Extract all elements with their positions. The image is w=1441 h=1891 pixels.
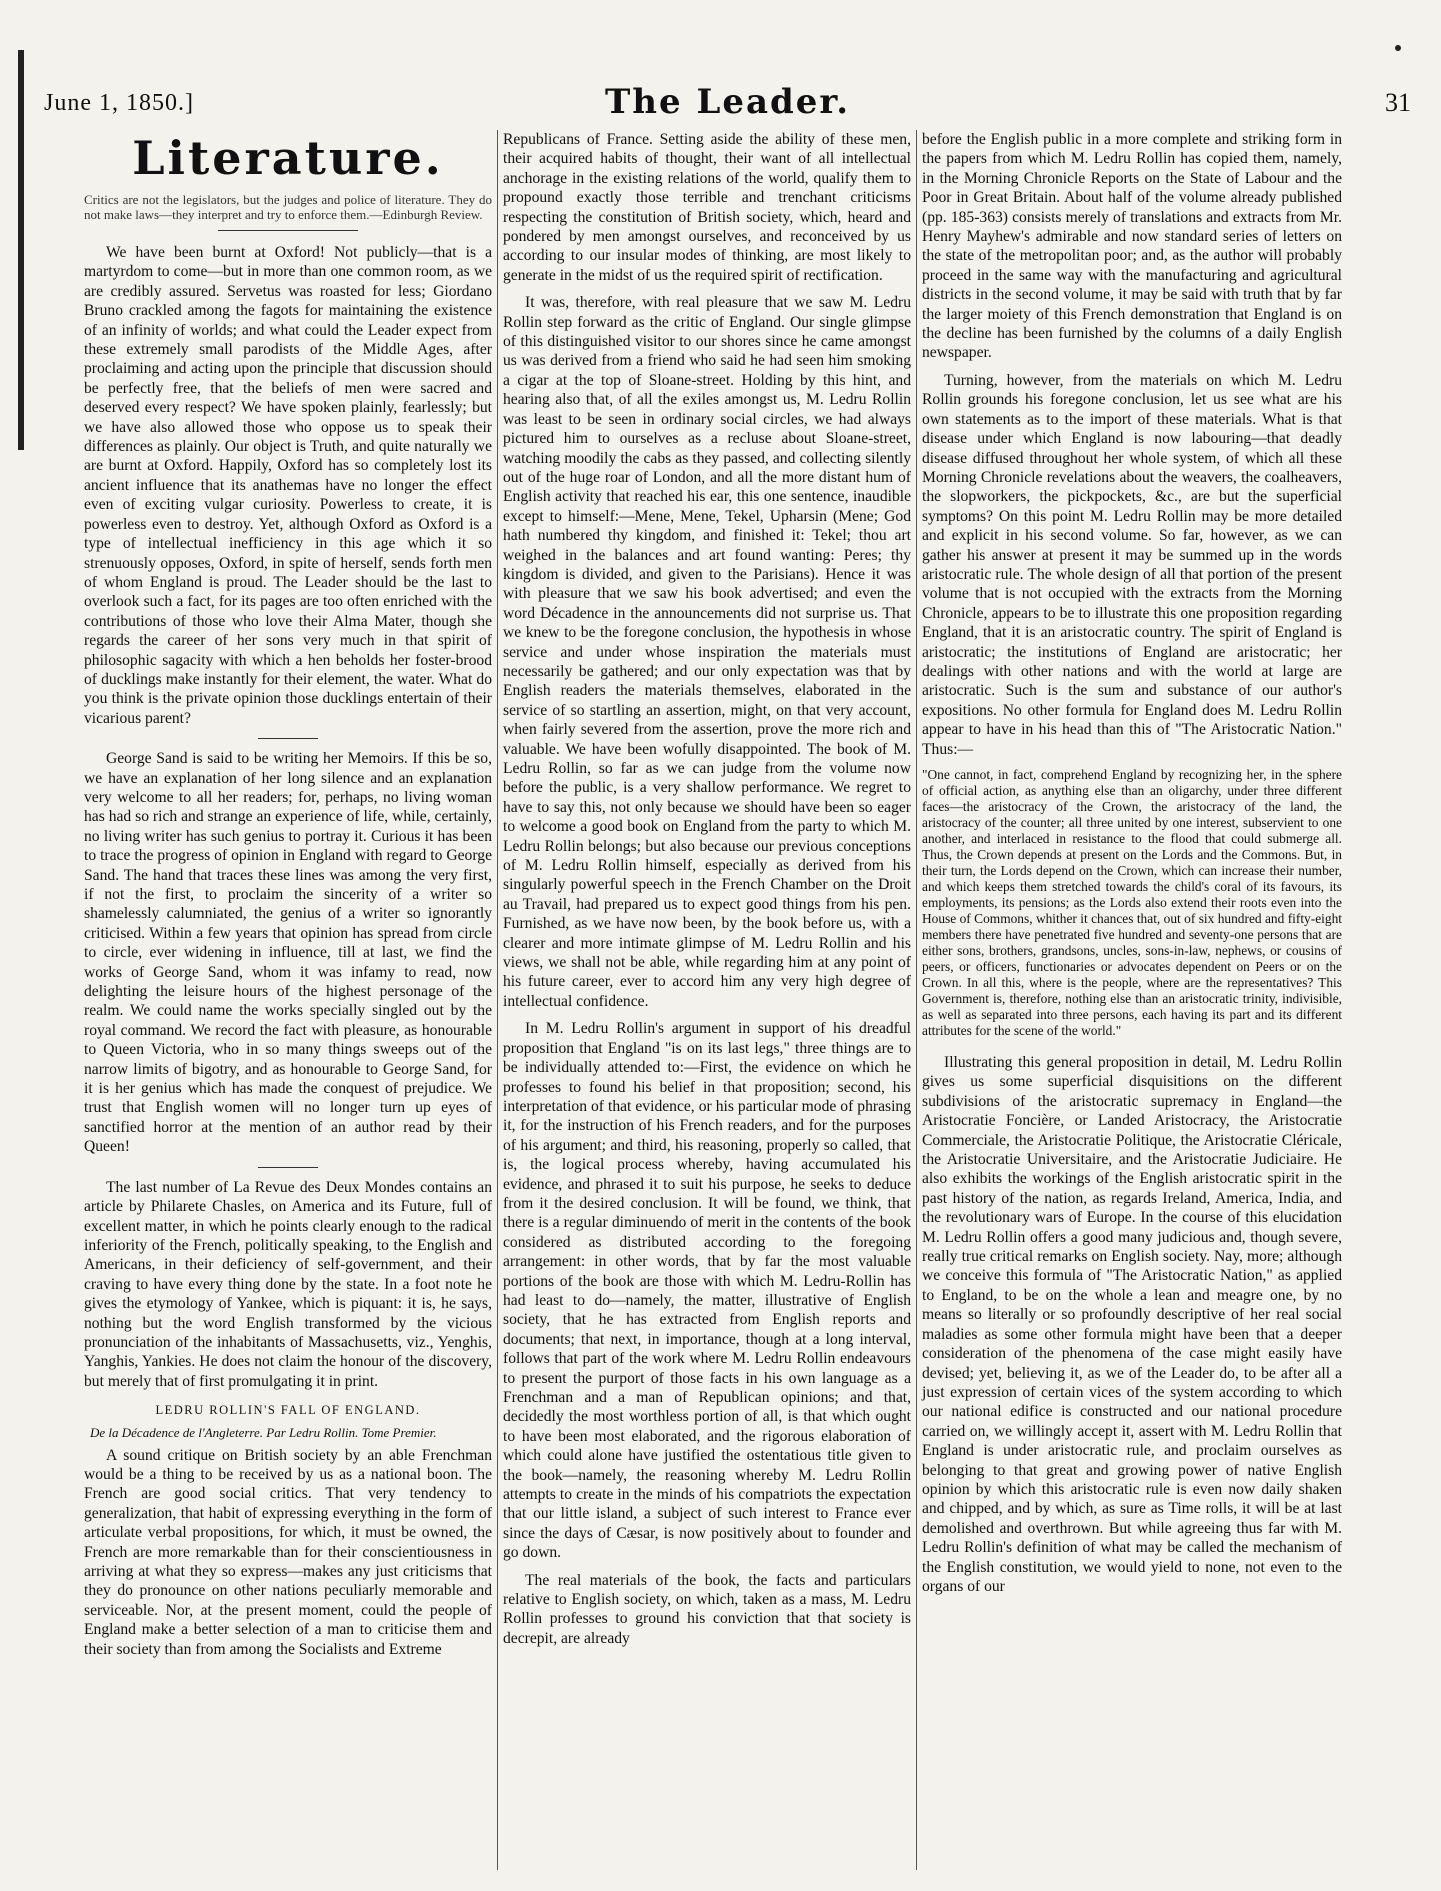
- column-2: [503, 130, 911, 1656]
- newspaper-title: The Leader.: [604, 82, 851, 122]
- paragraph: It was, therefore, with real pleasure that we saw M. Ledru Rollin step forward as the critic of England. Our single glimpse of this distinguished visitor to our shores since he came amongst us was derived from a friend who said he had seen him smoking a cigar at the top of Sloane-street. Holding by this hint, and hearing also that, of all the exiles amongst us, M. Ledru Rollin was least to be seen in ordinary social circles, we had always pictured him to ourselves as a recluse about Sloane-street, watching moodily the cabs as they passed, and collecting silently out of the huge roar of London, and all the more distant hum of English activity that reached his ear, this one sentence, inaudible except to himself:—Mene, Mene, Tekel, Upharsin (Mene; God hath numbered thy kingdom, and finished it: Tekel; thou art weighed in the balances and art found wanting: Peres; thy kingdom is divided, and given to the Parisians). Hence it was with pleasure that we saw his book advertised; and even the word Décadence in the announcements did not surprise us. That we knew to be the foregone conclusion, the hypothesis in whose service and under whose inspiration the materials must necessarily be gathered; and our only expectation was that by English readers the materials themselves, elaborated in the service of so startling an assertion, might, on that very account, when fairly severed from the assertion, prove the more rich and valuable. We have been wofully disappointed. The book of M. Ledru Rollin, so far as we can judge from the volume now before the public, is a very shallow performance. We regret to have to say this, not only because we should have been so eager to welcome a good book on England from the party to which M. Ledru Rollin belongs; but also because our previous conceptions of M. Ledru Rollin himself, especially as derived from his singularly powerful speech in the French Chamber on the Droit au Travail, had prepared us to expect good things from his pen. Furnished, as we have now been, by the book before us, with a clearer and more intimate glimpse of M. Ledru Rollin and his views, we shall not be able, while regarding him at any point of his future career, ever to accord him any very high degree of intellectual confidence.: [503, 294, 911, 1010]
- review-heading: LEDRU ROLLIN'S FALL OF ENGLAND.: [155, 1403, 421, 1418]
- paragraph: The real materials of the book, the facts and particulars relative to English society, on which, taken as a mass, M. Ledru Rollin professes to ground his conviction that that society is decrepit, are already: [503, 1571, 911, 1647]
- paragraph: Turning, however, from the materials on which M. Ledru Rollin grounds his foregone conclusion, let us see what are his own statements as to the import of these materials. What is that disease under which England is now labouring—that deadly disease diffused throughout her whole system, of which all these Morning Chronicle revelations about the weavers, the coalheavers, the slopworkers, the pickpockets, &c., are but the superficial symptoms? On this point M. Ledru Rollin may be more detailed and explicit in his second volume. So far, however, as we can gather his answer at present it may be summed up in the words aristocratic rule. The whole design of all that portion of the present volume that is not occupied with the extracts from the Morning Chronicle, appears to be to illustrate this one proposition regarding England, that it is an aristocratic country. The spirit of England is aristocratic; the institutions of England are aristocratic; her dealings with other nations and with the world at large are aristocratic. Such is the sum and substance of our author's expositions. No other formula for England does M. Ledru Rollin appear to have in his head than this of "The Aristocratic Nation." Thus:—: [922, 371, 1342, 758]
- paragraph: A sound critique on British society by an able Frenchman would be a thing to be received by us as a national boon. The French are good social critics. That very tendency to generalization, that habit of expressing everything in the form of articulate verbal propositions, for which, it must be owned, the French are more remarkable than for their conscientiousness in arriving at what they so express—makes any just criticisms that they do pronounce on other nations peculiarly memorable and serviceable. Nor, at the present moment, could the people of England make a better selection of a man to criticise them and their society than from among the Socialists and Extreme: [84, 1446, 492, 1658]
- paragraph: George Sand is said to be writing her Memoirs. If this be so, we have an explanation of her long silence and an explanation very welcome to all her readers; for, perhaps, no living woman has had so rich and strange an experience of life, while, certainly, no living writer has such genius to portray it. Curious it has been to trace the progress of opinion in England with regard to George Sand. The hand that traces these lines was among the very first, if not the first, to proclaim the sincerity of a writer so shamelessly calumniated, the genius of a writer so ignorantly criticised. Within a few years that opinion has spread from circle to circle, ever widening in influence, till at last, we find the works of George Sand, whom it was infamy to read, now delighting the leisure hours of the highest personage of the realm. We could name the works specially singled out by the royal command. We record the fact with pleasure, as honourable to Queen Victoria, who in so many things sweeps out of the narrow limits of bigotry, and as honourable to George Sand, for it is her genius which has made the conquest of prejudice. We trust that English women will no longer turn up eyes of sanctified horror at the mention of an author read by their Queen!: [84, 750, 492, 1156]
- divider: [218, 230, 358, 231]
- block-quote: "One cannot, in fact, comprehend England by recognizing her, in the sphere of official action, as anything else than an oligarchy, under three different faces—the aristocracy of the Crown, the aristocracy of the land, the aristocracy of the counter; all three united by one interest, subservient to one another, and interlaced in resistance to the flood that could submerge all. Thus, the Crown depends at present on the Lords and the Commons. But, in their turn, the Lords depend on the Crown, which can increase their number, and which keeps them stretched towards the child's coral of its favours, its employments, its pensions; as the Lords also extend their roots even into the House of Commons, whither it chances that, out of six hundred and fifty-eight members there have penetrated five hundred and seventy-one persons that are either sons, brothers, grandsons, uncles, sons-in-law, nephews, or cousins of peers, or officers, functionaries or advocates dependent on Peers or on the Crown. In all this, where is the people, where are the representatives? This Government is, therefore, nothing else than an aristocratic trinity, indivisible, as well as separated into three persons, each having its part and its different attributes for the scene of the world.": [922, 767, 1342, 1038]
- divider: [258, 738, 318, 739]
- column-3: [922, 130, 1342, 1604]
- paragraph: before the English public in a more complete and striking form in the papers from which M. Ledru Rollin has copied them, namely, in the Morning Chronicle Reports on the State of Labour and the Poor in Great Britain. About half of the volume already published (pp. 185-363) consists merely of translations and extracts from Mr. Henry Mayhew's admirable and now standard series of letters on the state of the metropolitan poor; and, as the author will probably proceed in the same way with the manufacturing and agricultural districts in the second volume, it may be said with truth that by far the larger moiety of this French demonstration that England is on the decline has been furnished by the columns of a daily English newspaper.: [922, 131, 1342, 362]
- paragraph: Republicans of France. Setting aside the ability of these men, their acquired habits of thought, their want of all intellectual anchorage in the existing relations of the world, qualify them to propound exactly those terrible and trenchant criticisms respecting the constitution of British society, which, heard and pondered by men amongst ourselves, and reconceived by us according to our insular modes of thinking, are most likely to generate in the midst of us the required spirit of rectification.: [503, 131, 911, 284]
- review-source: De la Décadence de l'Angleterre. Par Ledru Rollin. Tome Premier.: [90, 1424, 437, 1440]
- section-motto: Critics are not the legislators, but the judges and police of literature. They do not make laws—they interpret and try to enforce them.—Edinburgh Review.: [84, 192, 492, 222]
- column-divider: [916, 130, 917, 1870]
- paragraph: Illustrating this general proposition in detail, M. Ledru Rollin gives us some superficial disquisitions on the different subdivisions of the aristocratic supremacy in England—the Aristocratie Foncière, or Landed Aristocracy, the Aristocratie Commerciale, the Aristocratie Politique, the Aristocratie Cléricale, the Aristocratie Universitaire, and the Aristocratie Judiciaire. He also exhibits the workings of the English aristocratic spirit in the past history of the nation, as regards Ireland, America, India, and the revolutionary wars of Europe. In the course of this elucidation M. Ledru Rollin offers a good many judicious and, though severe, really true critical remarks on English society. Nay, more; although we conceive this formula of "The Aristocratic Nation," as applied to England, to be on the whole a lean and meagre one, by no means so literally or so profoundly descriptive of her real social maladies as some other formula might have been that a deeper consideration of the phenomena of the case might easily have devised; yet, believing it, as we of the Leader do, to be after all a just expression of certain vices of the system according to which our national edifice is constructed and our national procedure carried on, we willingly accept it, assert with M. Ledru Rollin that England is under aristocratic rule, and proclaim ourselves as belonging to that great and growing power of native English opinion by which this aristocratic rule is even now daily shaken and chipped, and by which, as sure as Time rolls, it will be at last demolished and overthrown. But while agreeing thus far with M. Ledru Rollin's definition of what may be called the mechanism of the English constitution, we would yield to none, not even to the organs of our: [922, 1054, 1342, 1595]
- paragraph: The last number of La Revue des Deux Mondes contains an article by Philarete Chasles, on America and its Future, full of excellent matter, in which he points clearly enough to the radical inferiority of the French, politically speaking, to the English and Americans, in their deficiency of self-government, and their craving to have every thing done by the state. In a foot note he gives the etymology of Yankee, which is piquant: it is, he says, nothing but the word English transformed by the vicious pronunciation of the inhabitants of Massachusetts, viz., Yenghis, Yanghis, Yankies. He does not claim the honour of the discovery, but merely that of first promulgating it in print.: [84, 1178, 492, 1390]
- margin-rule: [18, 50, 24, 450]
- paragraph: In M. Ledru Rollin's argument in support of his dreadful proposition that England "is on its last legs," three things are to be individually attended to:—First, the evidence on which he professes to found his belief in that proposition; second, his interpretation of that evidence, or his particular mode of phrasing it, for the instruction of his French readers, and for the purposes of his argument; and third, his reasoning, properly so called, that is, the logical process whereby, having accumulated his evidence, and phrased it to suit his purpose, he seeks to deduce from it the desired conclusion. It will be found, we think, that there is a regular diminuendo of merit in the contents of the book considered as distributed according to the foregoing arrangement: in other words, that by far the most valuable portions of the book are those with which M. Ledru-Rollin has had least to do—namely, the matter, illustrative of English society, that he has extracted from English reports and documents; that next, in importance, though at a long interval, follows that part of the work where M. Ledru Rollin endeavours to present the purport of those facts in his own language as a Frenchman and a man of Republican opinions; and that, decidedly the most worthless portion of all, is that which ought to have been most elaborated, and the rigorous elaboration of which could alone have justified the ostentatious title given to the book—namely, the reasoning whereby M. Ledru Rollin attempts to create in the minds of his compatriots the expectation that our little island, a subject of such interest to France ever since the days of Cæsar, is now positively about to founder and go down.: [503, 1020, 911, 1562]
- divider: [258, 1167, 318, 1168]
- column-1: [84, 130, 492, 1667]
- ink-dot: [1395, 45, 1401, 51]
- running-head: [44, 82, 1411, 122]
- page-number: 31: [1385, 88, 1411, 117]
- section-title: Literature.: [132, 131, 444, 185]
- issue-date: June 1, 1850.]: [44, 90, 194, 116]
- column-divider: [497, 130, 498, 1870]
- paragraph: We have been burnt at Oxford! Not publicly—that is a martyrdom to come—but in more than one common room, as we are credibly assured. Servetus was roasted for less; Giordano Bruno crackled among the fagots for maintaining the existence of an infinity of worlds; and what could the Leader expect from these extremely small parodists of the Middle Ages, after proclaiming and acting upon the principle that discussion should be perfectly free, that the beliefs of men were sacred and deserved every respect? We have spoken plainly, fearlessly; but we have also allowed those who oppose us to speak their differences as plainly. Our object is Truth, and quite naturally we are burnt at Oxford. Happily, Oxford has so completely lost its ancient influence that its anathemas have no longer the effect even of exciting vulgar curiosity. Powerless to create, it is powerless even to destroy. Yet, although Oxford as Oxford is a type of intellectual inefficiency in this age which it so strenuously opposes, Oxford, in spite of herself, sends forth men of whom England is proud. The Leader should be the last to overlook such a fact, for its pages are too often enriched with the contributions of those who love their Alma Mater, though she regards the career of her sons very much in that spirit of philosophic sagacity with which a hen beholds her foster-brood of ducklings make instantly for their element, the water. What do you think is the private opinion those ducklings entertain of their vicarious parent?: [84, 244, 492, 727]
